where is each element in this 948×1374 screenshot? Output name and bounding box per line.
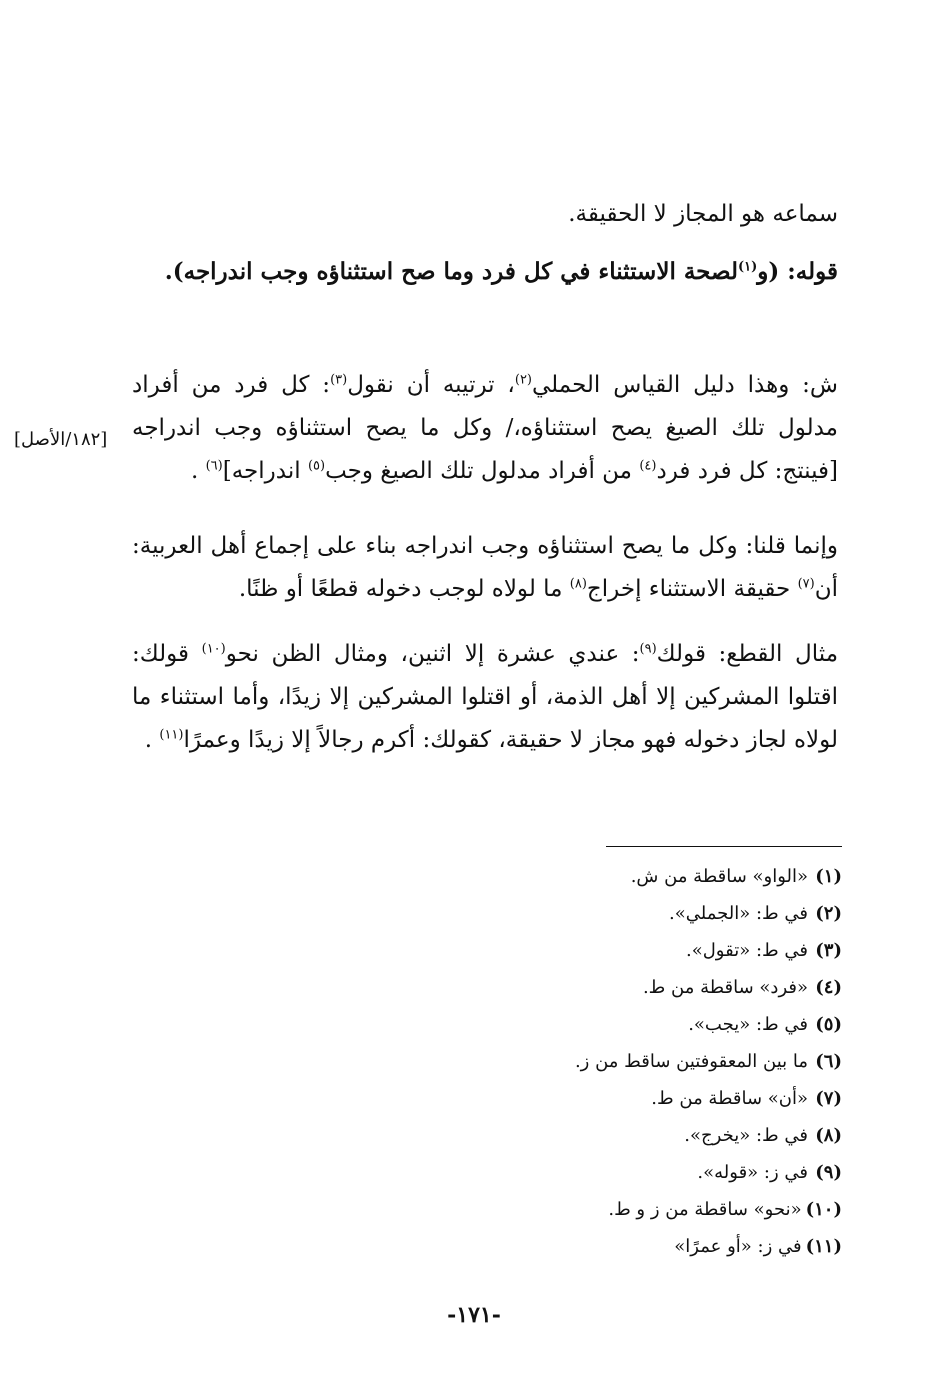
page-number: -١٧١- — [447, 1302, 501, 1328]
footnote-ref-6: (٦) — [205, 458, 223, 474]
matn-quote-paragraph — [132, 250, 838, 293]
footnote-ref-9: (٩) — [639, 641, 657, 657]
matn-body: لصحة الاستثناء في كل فرد وما صح استثناؤه وجب اندراجه). — [164, 258, 738, 285]
innama-paragraph — [132, 525, 838, 611]
footnote-ref-7: (٧) — [797, 576, 815, 592]
sharh-paragraph — [132, 364, 838, 493]
footnote-number: (٨) — [815, 1125, 842, 1146]
footnote-number: (١) — [815, 866, 842, 887]
footnote-item — [242, 1080, 842, 1117]
footnote-ref-4: (٤) — [639, 458, 657, 474]
footnote-ref-1: (١) — [737, 259, 758, 275]
footnote-item — [242, 1117, 842, 1154]
footnote-item — [242, 969, 842, 1006]
sharh-text: اندراجه] — [222, 458, 308, 484]
footnote-text: في ط: «يخرج». — [684, 1125, 808, 1146]
footnote-number: (١٠) — [805, 1199, 842, 1220]
footnote-item — [242, 1043, 842, 1080]
footnote-text: «أن» ساقطة من ط. — [651, 1088, 808, 1109]
matn-label: قوله: — [787, 258, 838, 285]
sharh-text: . — [190, 458, 206, 484]
footnote-text: ما بين المعقوفتين ساقط من ز. — [574, 1051, 808, 1072]
footnote-number: (٣) — [815, 940, 842, 961]
intro-paragraph — [132, 193, 838, 236]
footnote-text: «الواو» ساقطة من ش. — [630, 866, 808, 887]
matn-open: (و — [757, 258, 780, 285]
innama-text: ما لولاه لوجب دخوله قطعًا أو ظنًا. — [238, 576, 570, 602]
mithal-text: : عندي عشرة إلا اثنين، ومثال الظن نحو — [225, 641, 640, 667]
footnote-text: في ز: «قوله». — [697, 1162, 808, 1183]
footnote-number: (٩) — [815, 1162, 842, 1183]
sharh-text: : كل فرد من أفراد مدلول تلك الصيغ يصح استثناؤه،/ وكل ما يصح استثناؤه وجب اندراجه [فينتج: كل فرد فرد — [132, 372, 838, 484]
mithal-text: مثال القطع: قولك — [656, 641, 839, 667]
footnotes-list — [242, 858, 842, 1265]
innama-text: حقيقة الاستثناء إخراج — [586, 576, 798, 602]
footnote-item — [242, 895, 842, 932]
footnote-text: في ط: «يجب». — [688, 1014, 808, 1035]
sharh-text: ، ترتيبه أن نقول — [347, 372, 515, 398]
footnote-number: (٤) — [815, 977, 842, 998]
footnote-item — [242, 1228, 842, 1265]
sharh-text: من أفراد مدلول تلك الصيغ وجب — [325, 458, 640, 484]
manuscript-folio-marker: [١٨٢/الأصل] — [14, 429, 108, 450]
footnote-text: في ط: «تقول». — [685, 940, 808, 961]
sharh-text: ش: وهذا دليل القياس الحملي — [532, 372, 838, 398]
footnote-ref-10: (١٠) — [201, 641, 226, 657]
mithal-text: قولك: اقتلوا المشركين إلا أهل الذمة، أو اقتلوا المشركين إلا زيدًا، وأما استثناء ما لولاه لجاز دخوله فهو مجاز لا حقيقة، كقولك: أكرم رجالاً إلا زيدًا وعمرًا — [132, 641, 838, 753]
footnote-text: «فرد» ساقطة من ط. — [642, 977, 808, 998]
footnote-number: (٢) — [815, 903, 842, 924]
footnote-ref-3: (٣) — [330, 372, 348, 388]
mithal-text: . — [144, 727, 160, 753]
footnote-item — [242, 858, 842, 895]
footnote-number: (٥) — [815, 1014, 842, 1035]
footnote-item — [242, 1191, 842, 1228]
footnote-number: (٧) — [815, 1088, 842, 1109]
footnote-number: (١١) — [805, 1236, 842, 1257]
footnote-ref-2: (٢) — [514, 372, 532, 388]
footnote-text: في ز: «أو عمرًا» — [674, 1236, 802, 1257]
footnote-ref-11: (١١) — [159, 727, 184, 743]
footnote-separator — [606, 846, 842, 847]
innama-text: وإنما قلنا: وكل ما يصح استثناؤه وجب اندراجه بناء على إجماع أهل العربية: أن — [132, 533, 838, 602]
footnote-item — [242, 932, 842, 969]
footnote-item — [242, 1006, 842, 1043]
footnote-ref-5: (٥) — [307, 458, 326, 474]
footnote-text: «نحو» ساقطة من ز و ط. — [608, 1199, 802, 1220]
intro-text: سماعه هو المجاز لا الحقيقة. — [568, 201, 838, 227]
footnote-text: في ط: «الجملي». — [669, 903, 808, 924]
footnote-ref-8: (٨) — [569, 576, 587, 592]
footnote-number: (٦) — [815, 1051, 842, 1072]
mithal-paragraph — [132, 633, 838, 762]
footnote-item — [242, 1154, 842, 1191]
